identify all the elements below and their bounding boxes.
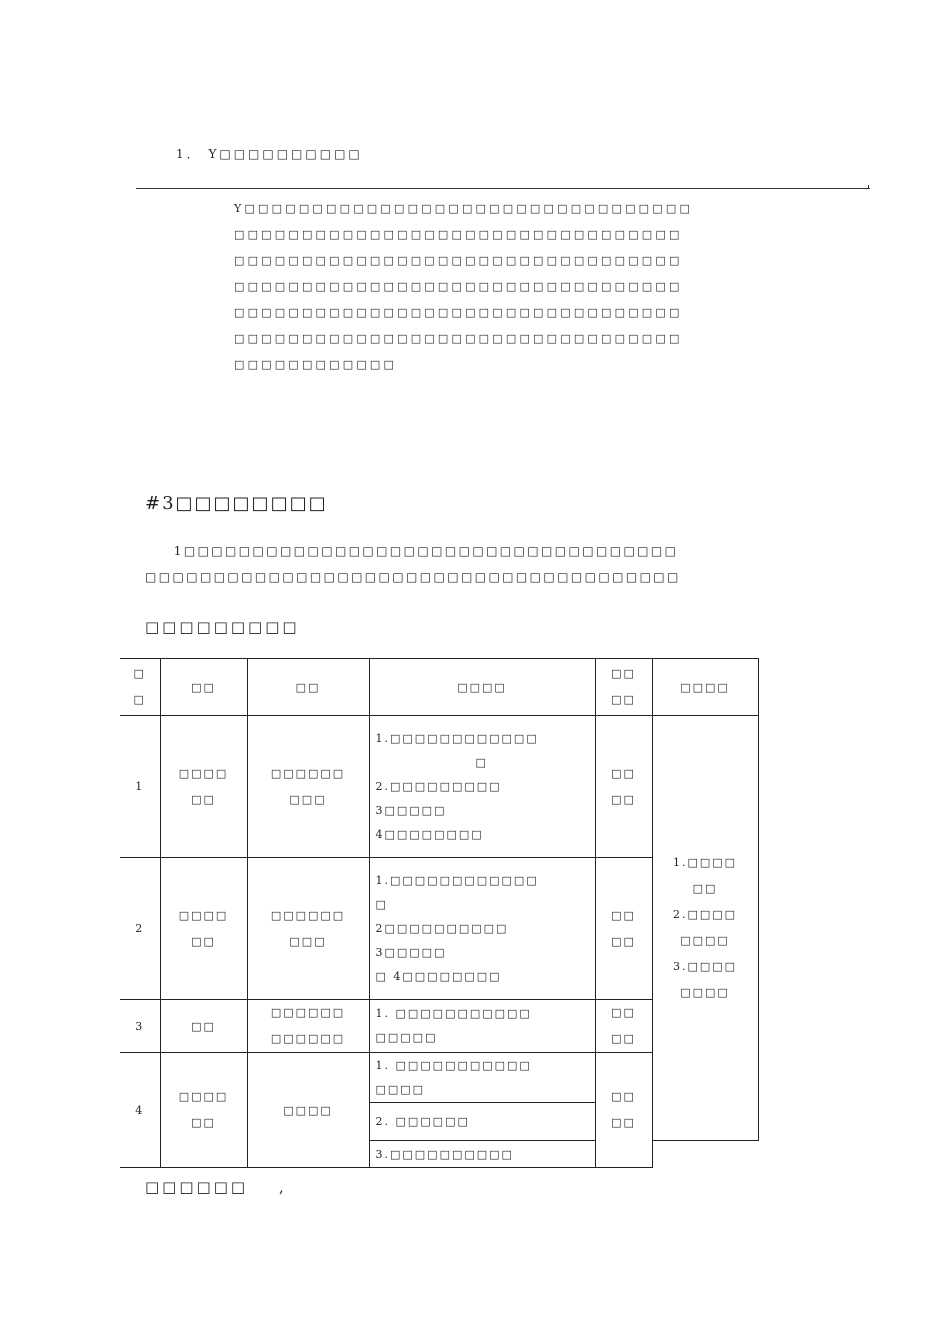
cell-desc: 1.□□□□□□□□□□□□ □ 2.□□□□□□□□□ 3□□□□□ 4□□□□□□□□ [369,716,595,858]
header-col3: □□ [247,659,369,716]
header-col5: □□ □□ [595,659,652,716]
cell-col5: □□ □□ [595,1053,652,1168]
paragraph-line: □□□□□□□□□□□□□□□□□□□□□□□□□□□□□□□□□ [234,228,683,241]
table-row [120,716,758,858]
rule-end-tick [868,185,869,189]
paragraph-line: 1□□□□□□□□□□□□□□□□□□□□□□□□□□□□□□□□□□□□ [145,544,679,558]
footer-comma: , [279,1178,284,1196]
cell-col3: □□□□ [247,1053,369,1168]
horizontal-rule [136,188,870,189]
header-col4: □□□□ [369,659,595,716]
paragraph-line: Y□□□□□□□□□□□□□□□□□□□□□□□□□□□□□□□□□ [234,202,694,215]
cell-col5: □□ □□ [595,716,652,858]
cell-seq: 3 [120,1000,160,1053]
cell-seq: 4 [120,1053,160,1168]
cell-col3: □□□□□□ □□□□□□ [247,1000,369,1053]
cell-col5: □□ □□ [595,858,652,1000]
body-paragraph-1 [234,196,694,378]
cell-col2: □□ [160,1000,247,1053]
cell-desc: 3.□□□□□□□□□□ [369,1141,595,1168]
cell-shared-note: 1.□□□□ □□ 2.□□□□ □□□□ 3.□□□□ □□□□ [652,716,758,1141]
cell-col2: □□□□ □□ [160,716,247,858]
cell-col2: □□□□ □□ [160,858,247,1000]
body-paragraph-2 [145,538,765,590]
cell-desc: 1.□□□□□□□□□□□□ □ 2□□□□□□□□□□ 3□□□□□ □ 4□□□□□□□□ [369,858,595,1000]
header-col2: □□ [160,659,247,716]
cell-seq: 2 [120,858,160,1000]
items-table [120,658,759,1168]
cell-col2: □□□□ □□ [160,1053,247,1168]
section-heading-1: 1． Y□□□□□□□□□□ [176,147,363,161]
table-header-row [120,659,758,716]
cell-col3: □□□□□□ □□□ [247,858,369,1000]
cell-desc: 1. □□□□□□□□□□□ □□□□ [369,1053,595,1103]
paragraph-line: □□□□□□□□□□□□□□□□□□□□□□□□□□□□□□□□□□□□□□□ [145,570,681,584]
cell-desc: 2. □□□□□□ [369,1103,595,1141]
footer-note: □□□□□□ [145,1178,249,1196]
paragraph-line: □□□□□□□□□□□□□□□□□□□□□□□□□□□□□□□□□ [234,280,683,293]
header-seq: □ □ [120,659,160,716]
paragraph-line: □□□□□□□□□□□□□□□□□□□□□□□□□□□□□□□□□ [234,254,683,267]
paragraph-line: □□□□□□□□□□□□ [234,358,398,371]
cell-col5: □□ □□ [595,1000,652,1053]
cell-desc: 1. □□□□□□□□□□□ □□□□□ [369,1000,595,1053]
paragraph-line: □□□□□□□□□□□□□□□□□□□□□□□□□□□□□□□□□ [234,306,683,319]
cell-col3: □□□□□□ □□□ [247,716,369,858]
cell-seq: 1 [120,716,160,858]
header-col6: □□□□ [652,659,758,716]
section-heading-2: #3□□□□□□□□ [145,493,328,514]
paragraph-line: □□□□□□□□□□□□□□□□□□□□□□□□□□□□□□□□□ [234,332,683,345]
table-caption: □□□□□□□□□ [145,618,300,636]
